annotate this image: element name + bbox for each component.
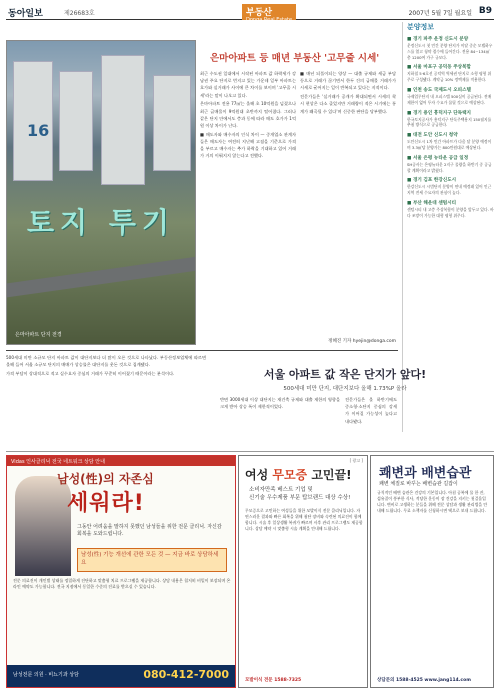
photo-building-number: 16 — [27, 121, 50, 140]
listing-text: 도안신도시 1차 민간 아파트가 다음 달 분양 예정이며 3.3㎡당 분양가는 800만원대로 예상된다. — [407, 139, 492, 150]
feature-paragraph: ■ 매년 되풀이되는 양상 — 대출 규제와 세금 부담 등으로 거래가 끊기면서 한두 건의 급매물 거래가가 시세로 굳어지는 일이 반복되고 있다는 지적이다. — [300, 71, 396, 91]
ad-subtitle: 쾌변 체질로 바꾸는 배변습관 길잡이 — [379, 481, 458, 487]
ad-label: [ 광고 ] — [349, 458, 363, 463]
feature-headline: 은마아파트 등 매년 부동산 '고무줄 시세' — [210, 53, 380, 64]
hair-clinic-advertisement[interactable] — [238, 455, 368, 688]
feature-paragraph: 전문가들은 '실거래가 공개가 확대되면서 시세의 착시 현상은 다소 줄었지만 거래량이 적은 시기에는 통계가 왜곡될 수 있다'며 신중한 판단을 당부했다. — [300, 94, 396, 114]
ad-title — [245, 466, 352, 483]
section-divider — [6, 350, 398, 351]
ad-title-part: 고민끝! — [307, 468, 352, 482]
secondary-headline: 서울 아파트 값 작은 단지가 앞다! — [263, 368, 427, 381]
secondary-left-text — [6, 354, 206, 446]
ad-footer — [7, 665, 235, 687]
feature-paragraph: ■ 매도자와 매수자의 인식 차이 — 중개업소 관계자들은 매도자는 여전히 지난해 고점을 기준으로 가격을 부르고 매수자는 추가 하락을 기대하고 있어 거래가 거의 이뤄지지 않는다고 전했다. — [200, 131, 296, 159]
road-shape — [7, 257, 196, 298]
ad-headline-big: 세워라! — [67, 491, 145, 516]
building-shape — [153, 75, 191, 171]
ad-tagline: 그동안 어려움을 말하지 못했던 남성들을 위한 전문 클리닉. 자신감 회복을 도와드립니다. — [77, 524, 222, 537]
section-badge — [242, 4, 296, 23]
listing-item — [407, 36, 494, 60]
feature-paragraph: 은마아파트 전용 77㎡는 올해 초 10억원을 넘겼으나 최근 급매물이 9억원대 초반까지 떨어졌다. 그러나 같은 단지 안에서도 층과 동에 따라 매도 호가가 1억원 이상 차이가 난다. — [200, 101, 296, 128]
listing-item — [407, 87, 494, 106]
ad-body: 무모증으로 고민하는 여성들을 위한 모발이식 전문 클리닉입니다. 자연스러운 결과와 빠른 회복을 위해 첨단 장비와 숙련된 의료진이 함께합니다. 시술 후 일상생활 복귀가 빠르며 사후 관리 프로그램도 제공합니다. 상담 예약 시 맞춤형 시술 계획을 안내해 드립니다. — [245, 508, 363, 531]
listing-title: ■ 대전 도안 신도시 청약 — [407, 133, 458, 139]
building-shape — [101, 55, 145, 185]
masthead — [6, 4, 494, 23]
secondary-paragraph: 전문가들은 올 하반기에도 중소형·소단지 중심의 강세가 이어질 가능성이 높다고 내다봤다. — [345, 397, 397, 424]
ad-title-part: 여성 — [245, 468, 273, 482]
ad-footer-label: 남성전문 의원 · 비뇨기과 상담 — [13, 672, 79, 678]
listing-text: 지하철 5·6호선 공덕역 역세권 단지로 소형 평형 위주로 구성됐다. 계약금 10% 정액제를 적용한다. — [407, 71, 492, 83]
listing-item — [407, 177, 494, 196]
secondary-paragraph: 반면 3000세대 이상 대단지는 재건축 규제와 대출 제한의 영향을 크게 받아 상승 폭이 제한적이었다. — [220, 397, 340, 410]
issue-date: 2007년 5월 7일 월요일 — [408, 10, 472, 17]
listings-heading: 분양정보 — [407, 23, 435, 31]
listing-text: 운정신도시 첫 민간 분양 단지가 이달 중순 모델하우스를 열고 청약 접수에 들어간다. 전용 84~134㎡ 총 1200여 가구 규모다. — [407, 43, 493, 60]
listing-title: ■ 서울 은평 뉴타운 공급 일정 — [407, 155, 469, 161]
ad-title-highlight: 무모증 — [272, 468, 308, 482]
building-shape — [59, 71, 93, 171]
secondary-paragraph: 500세대 미만 소규모 단지 아파트 값이 대단지보다 더 많이 오른 것으로 나타났다. 부동산정보업체에 따르면 올해 들어 서울 소규모 단지의 매매가 상승률은 대단지를 웃돈 것으로 집계됐다. — [6, 355, 206, 368]
health-advertisement[interactable] — [370, 455, 494, 688]
ad-headline: 남성(性)의 자존심 — [57, 472, 154, 486]
listing-item — [407, 110, 494, 129]
listing-item — [407, 132, 494, 151]
section-subtitle: Donga Real Estate — [246, 17, 293, 23]
listing-item — [407, 64, 494, 83]
ad-award-line: 신기술 우수제품 부문 탑브랜드 대상 수상! — [249, 495, 351, 501]
listing-item — [407, 200, 494, 219]
issue-number: 제26683호 — [64, 10, 95, 17]
listing-title: ■ 인천 송도 국제도시 오피스텔 — [407, 87, 471, 93]
listing-item — [407, 155, 494, 174]
doctor-photo — [15, 476, 71, 576]
ad-contact[interactable]: 모발이식 전문 1588-7325 — [245, 678, 302, 683]
listing-title: ■ 경기 김포 한강신도시 — [407, 178, 457, 184]
feature-photo — [6, 40, 196, 345]
ad-highlight-box: 남성(性) 기능 개선에 관한 모든 것 — 지금 바로 상담하세요 — [77, 548, 227, 572]
ad-body: 전문 의료진이 개인별 상태를 정밀하게 진단하고 맞춤형 치료 프로그램을 제공합니다. 상담 내용은 철저히 비밀이 보장되며 온라인 예약도 가능합니다. 전국 지점에서 동일한 수준의 진료를 받으실 수 있습니다. — [13, 578, 231, 590]
listing-text: 한국토지공사가 흥덕지구 단독주택용지 150필지를 추첨 방식으로 공급한다. — [407, 116, 492, 128]
listing-text: 센텀시티 내 고층 주상복합이 분양을 앞두고 있다. 바다 조망이 가능한 대형 평형 위주다. — [407, 206, 494, 218]
secondary-right-text — [345, 396, 397, 450]
ad-top-bar: Vidas 인사클리닉 전국 네트워크 상담 안내 — [7, 456, 235, 466]
listing-text: 한강신도시 시범단지 분양이 연내 예정돼 있어 인근 지역 전세 수요자의 관심이 높다. — [407, 184, 492, 196]
ad-divider — [6, 451, 494, 452]
secondary-deck: 500세대 미만 단지, 대단지보다 올해 1.73%P 올라 — [283, 386, 407, 392]
feature-paragraph: 최근 수도권 일대에서 시작된 아파트 값 하락세가 강남권 주요 단지로 번지고 있는 가운데 일부 아파트는 호가와 실거래가 사이에 큰 차이를 보이며 '고무줄 시세'라는 말이 나오고 있다. — [200, 71, 296, 98]
ad-award-line: 소비자만족 베스트 기업 및 — [249, 487, 313, 493]
page-number: B9 — [478, 6, 492, 16]
feature-column-1 — [200, 70, 296, 345]
feature-byline: 정혜진 기자 hyejin@donga.com — [328, 339, 396, 344]
feature-column-2 — [300, 70, 396, 335]
ad-body: 규칙적인 배변 습관은 건강의 기본입니다. 아침 공복에 물 한 잔, 섬유질이 풍부한 식사, 적당한 운동이 장 건강을 지키는 첫걸음입니다. 변비로 고생하는 분들을 위해 전문 상담과 생활 관리법을 안내해 드립니다. 무료 소책자를 신청하시면 댁으로 보내 드립니다. — [377, 490, 488, 513]
ad-contact[interactable]: 상담문의 1588-4525 www.jang114.com — [377, 678, 471, 683]
listing-title: ■ 서울 마포구 공덕동 주상복합 — [407, 65, 471, 71]
photo-overlay-text: 토지 투기 — [27, 206, 175, 239]
listing-text: SH공사는 은평뉴타운 2지구 물량을 하반기 중 공급할 계획이라고 밝혔다. — [407, 161, 492, 173]
ad-title: 쾌변과 배변습관 — [379, 466, 472, 481]
ad-phone-number[interactable]: 080-412-7000 — [143, 668, 229, 681]
listing-title: ■ 경기 용인 흥덕지구 단독택지 — [407, 110, 471, 116]
listing-text: 국제업무단지 내 오피스텔 500실이 공급된다. 전매 제한이 없어 투자 수요가 몰릴 것으로 예상된다. — [407, 93, 492, 105]
section-title: 부동산 — [246, 8, 273, 18]
listing-title: ■ 경기 파주 운정 신도시 분양 — [407, 37, 469, 42]
clinic-advertisement[interactable] — [6, 455, 236, 688]
listing-title: ■ 부산 해운대 센텀시티 — [407, 200, 457, 206]
secondary-mid-text — [220, 396, 340, 450]
photo-caption: 은마아파트 단지 전경 — [15, 332, 62, 338]
secondary-paragraph: 가격 부담이 상대적으로 적고 실수요자 중심의 거래가 꾸준히 이어졌기 때문이라는 분석이다. — [6, 370, 175, 376]
paper-name: 동아일보 — [8, 9, 43, 19]
